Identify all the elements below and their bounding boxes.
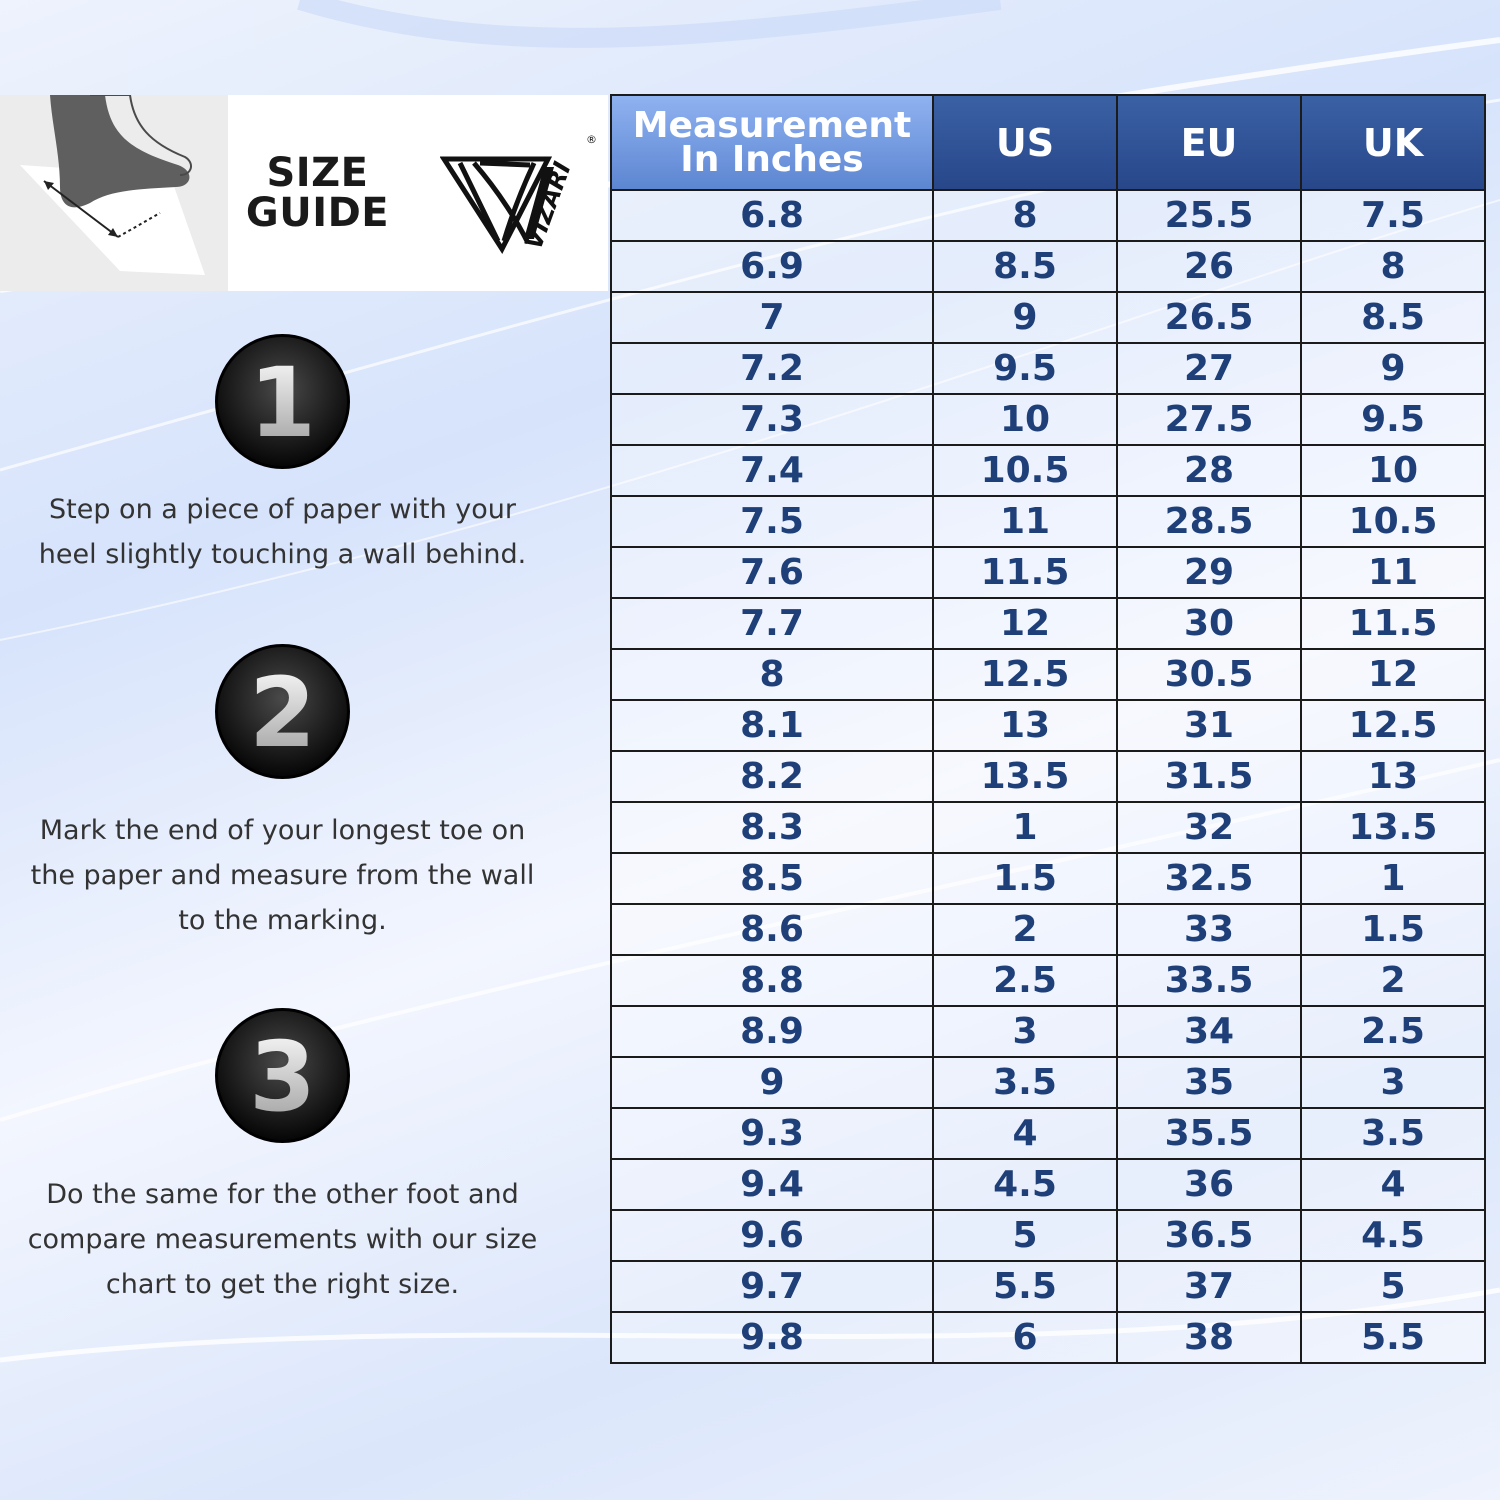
cell-us: 5.5 bbox=[933, 1261, 1117, 1312]
cell-uk: 9 bbox=[1301, 343, 1485, 394]
table-row bbox=[611, 1159, 1485, 1210]
step-3-text: Do the same for the other foot and compare measurements with our size chart to get the right size. bbox=[27, 1179, 538, 1300]
header-panel bbox=[0, 95, 608, 291]
title-line-1: SIZE bbox=[266, 150, 369, 196]
table-row bbox=[611, 343, 1485, 394]
table-row bbox=[611, 394, 1485, 445]
cell-inches: 7.2 bbox=[611, 343, 933, 394]
cell-uk: 3.5 bbox=[1301, 1108, 1485, 1159]
cell-eu: 28 bbox=[1117, 445, 1301, 496]
cell-us: 5 bbox=[933, 1210, 1117, 1261]
cell-us: 10 bbox=[933, 394, 1117, 445]
cell-uk: 2.5 bbox=[1301, 1006, 1485, 1057]
table-row bbox=[611, 649, 1485, 700]
header-inches-line-2: In Inches bbox=[680, 138, 864, 180]
table-row bbox=[611, 547, 1485, 598]
table-header-row bbox=[611, 95, 1485, 190]
cell-inches: 8.2 bbox=[611, 751, 933, 802]
cell-us: 9 bbox=[933, 292, 1117, 343]
table-row bbox=[611, 1006, 1485, 1057]
cell-eu: 37 bbox=[1117, 1261, 1301, 1312]
size-rows bbox=[611, 190, 1485, 1363]
cell-eu: 29 bbox=[1117, 547, 1301, 598]
cell-eu: 26 bbox=[1117, 241, 1301, 292]
cell-eu: 26.5 bbox=[1117, 292, 1301, 343]
cell-inches: 8.6 bbox=[611, 904, 933, 955]
cell-us: 1.5 bbox=[933, 853, 1117, 904]
table-row bbox=[611, 241, 1485, 292]
cell-us: 12.5 bbox=[933, 649, 1117, 700]
cell-us: 6 bbox=[933, 1312, 1117, 1363]
table-row bbox=[611, 1108, 1485, 1159]
cell-us: 9.5 bbox=[933, 343, 1117, 394]
svg-text:®: ® bbox=[586, 133, 597, 146]
cell-uk: 10 bbox=[1301, 445, 1485, 496]
cell-inches: 7.7 bbox=[611, 598, 933, 649]
cell-inches: 9 bbox=[611, 1057, 933, 1108]
step-2-badge bbox=[214, 643, 351, 780]
title-line-2: GUIDE bbox=[245, 190, 390, 236]
header-eu: EU bbox=[1117, 95, 1301, 190]
cell-us: 8 bbox=[933, 190, 1117, 241]
cell-us: 13 bbox=[933, 700, 1117, 751]
cell-inches: 9.3 bbox=[611, 1108, 933, 1159]
cell-us: 2.5 bbox=[933, 955, 1117, 1006]
cell-eu: 35.5 bbox=[1117, 1108, 1301, 1159]
cell-eu: 30 bbox=[1117, 598, 1301, 649]
svg-text:1: 1 bbox=[249, 347, 316, 459]
table-row bbox=[611, 853, 1485, 904]
cell-eu: 36.5 bbox=[1117, 1210, 1301, 1261]
cell-eu: 33.5 bbox=[1117, 955, 1301, 1006]
cell-eu: 36 bbox=[1117, 1159, 1301, 1210]
header-uk: UK bbox=[1301, 95, 1485, 190]
cell-uk: 4 bbox=[1301, 1159, 1485, 1210]
cell-eu: 33 bbox=[1117, 904, 1301, 955]
cell-uk: 8 bbox=[1301, 241, 1485, 292]
cell-inches: 9.6 bbox=[611, 1210, 933, 1261]
cell-uk: 12 bbox=[1301, 649, 1485, 700]
cell-us: 11.5 bbox=[933, 547, 1117, 598]
cell-uk: 11 bbox=[1301, 547, 1485, 598]
cell-eu: 25.5 bbox=[1117, 190, 1301, 241]
cell-inches: 8.3 bbox=[611, 802, 933, 853]
table-row bbox=[611, 1057, 1485, 1108]
cell-us: 12 bbox=[933, 598, 1117, 649]
cell-eu: 27 bbox=[1117, 343, 1301, 394]
table-row bbox=[611, 292, 1485, 343]
cell-eu: 28.5 bbox=[1117, 496, 1301, 547]
cell-eu: 30.5 bbox=[1117, 649, 1301, 700]
cell-eu: 32.5 bbox=[1117, 853, 1301, 904]
cell-us: 11 bbox=[933, 496, 1117, 547]
cell-uk: 13 bbox=[1301, 751, 1485, 802]
cell-inches: 6.8 bbox=[611, 190, 933, 241]
cell-uk: 5 bbox=[1301, 1261, 1485, 1312]
cell-inches: 6.9 bbox=[611, 241, 933, 292]
cell-eu: 27.5 bbox=[1117, 394, 1301, 445]
size-guide-title bbox=[240, 150, 395, 236]
cell-us: 4.5 bbox=[933, 1159, 1117, 1210]
header-inches-line-1: Measurement bbox=[632, 104, 912, 146]
cell-inches: 7.4 bbox=[611, 445, 933, 496]
cell-inches: 7.5 bbox=[611, 496, 933, 547]
step-1-badge bbox=[214, 333, 351, 470]
cell-uk: 1.5 bbox=[1301, 904, 1485, 955]
cell-uk: 12.5 bbox=[1301, 700, 1485, 751]
step-1-text: Step on a piece of paper with your heel slightly touching a wall behind. bbox=[38, 494, 527, 570]
table-row bbox=[611, 1261, 1485, 1312]
cell-uk: 11.5 bbox=[1301, 598, 1485, 649]
cell-us: 4 bbox=[933, 1108, 1117, 1159]
table-row bbox=[611, 1312, 1485, 1363]
svg-text:VIZARI: VIZARI bbox=[519, 158, 577, 254]
table-row bbox=[611, 1210, 1485, 1261]
cell-us: 2 bbox=[933, 904, 1117, 955]
cell-uk: 7.5 bbox=[1301, 190, 1485, 241]
cell-inches: 9.7 bbox=[611, 1261, 933, 1312]
table-row bbox=[611, 190, 1485, 241]
cell-inches: 8.9 bbox=[611, 1006, 933, 1057]
size-chart-table bbox=[610, 94, 1486, 1364]
cell-uk: 2 bbox=[1301, 955, 1485, 1006]
table-row bbox=[611, 700, 1485, 751]
table-row bbox=[611, 802, 1485, 853]
cell-us: 10.5 bbox=[933, 445, 1117, 496]
cell-uk: 3 bbox=[1301, 1057, 1485, 1108]
table-row bbox=[611, 445, 1485, 496]
cell-uk: 1 bbox=[1301, 853, 1485, 904]
brand-logo bbox=[440, 123, 600, 263]
cell-eu: 32 bbox=[1117, 802, 1301, 853]
cell-uk: 10.5 bbox=[1301, 496, 1485, 547]
table-row bbox=[611, 496, 1485, 547]
step-2-text: Mark the end of your longest toe on the paper and measure from the wall to the marking. bbox=[30, 815, 535, 936]
cell-us: 8.5 bbox=[933, 241, 1117, 292]
foot-measure-illustration bbox=[0, 95, 228, 291]
cell-eu: 31.5 bbox=[1117, 751, 1301, 802]
cell-uk: 5.5 bbox=[1301, 1312, 1485, 1363]
cell-uk: 9.5 bbox=[1301, 394, 1485, 445]
cell-uk: 13.5 bbox=[1301, 802, 1485, 853]
cell-inches: 8.1 bbox=[611, 700, 933, 751]
step-3-badge bbox=[214, 1007, 351, 1144]
header-us: US bbox=[933, 95, 1117, 190]
cell-inches: 7.3 bbox=[611, 394, 933, 445]
cell-us: 3 bbox=[933, 1006, 1117, 1057]
svg-text:2: 2 bbox=[249, 657, 316, 769]
cell-inches: 8.8 bbox=[611, 955, 933, 1006]
cell-eu: 34 bbox=[1117, 1006, 1301, 1057]
cell-inches: 8 bbox=[611, 649, 933, 700]
cell-inches: 9.4 bbox=[611, 1159, 933, 1210]
cell-inches: 7.6 bbox=[611, 547, 933, 598]
cell-eu: 35 bbox=[1117, 1057, 1301, 1108]
svg-text:3: 3 bbox=[249, 1021, 316, 1133]
cell-us: 13.5 bbox=[933, 751, 1117, 802]
cell-us: 1 bbox=[933, 802, 1117, 853]
cell-us: 3.5 bbox=[933, 1057, 1117, 1108]
cell-uk: 4.5 bbox=[1301, 1210, 1485, 1261]
header-inches bbox=[611, 95, 933, 190]
table-row bbox=[611, 955, 1485, 1006]
cell-inches: 8.5 bbox=[611, 853, 933, 904]
cell-uk: 8.5 bbox=[1301, 292, 1485, 343]
cell-inches: 9.8 bbox=[611, 1312, 933, 1363]
cell-eu: 38 bbox=[1117, 1312, 1301, 1363]
table-row bbox=[611, 904, 1485, 955]
cell-eu: 31 bbox=[1117, 700, 1301, 751]
table-row bbox=[611, 751, 1485, 802]
table-row bbox=[611, 598, 1485, 649]
cell-inches: 7 bbox=[611, 292, 933, 343]
